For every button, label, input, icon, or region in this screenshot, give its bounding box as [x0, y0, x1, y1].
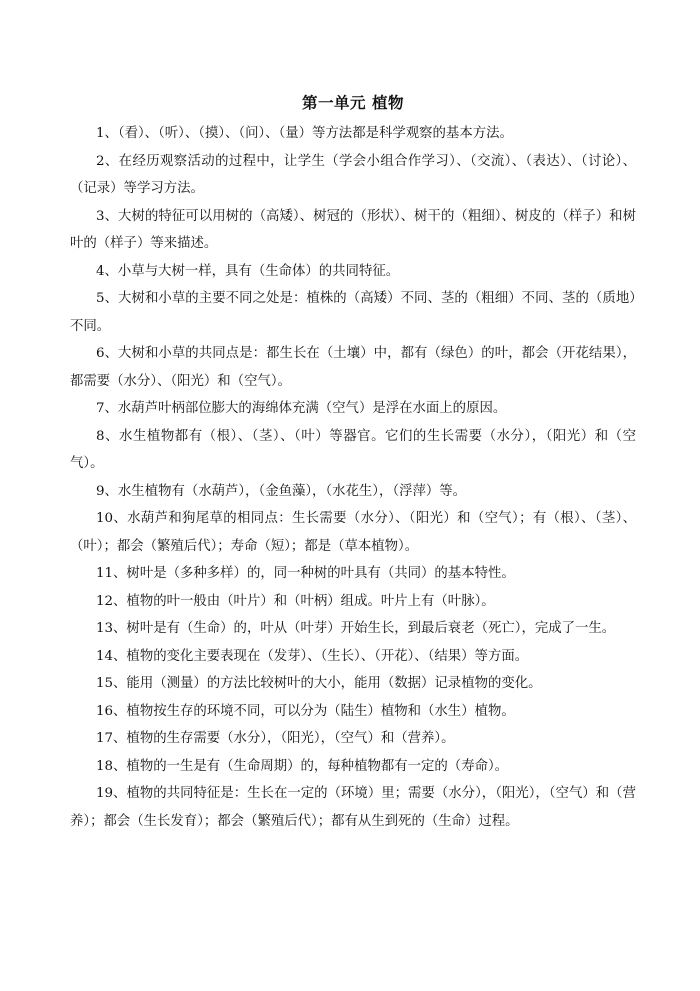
list-item-7: 7、水葫芦叶柄部位膨大的海绵体充满（空气）是浮在水面上的原因。 — [96, 401, 507, 416]
list-item-8: 8、水生植物都有（根）、（茎）、（叶）等器官。它们的生长需要（水分），（阳光）和（空气）。 — [70, 428, 636, 471]
list-item-18: 18、植物的一生是有（生命周期）的，每种植物都有一定的（寿命）。 — [96, 758, 509, 774]
list-item-11: 11、树叶是（多种多样）的，同一种树的叶具有（共同）的基本特性。 — [96, 566, 515, 581]
list-item-19: 19、植物的共同特征是：生长在一定的（环境）里；需要（水分），（阳光），（空气）和（营养）；都会（生长发育）；都会（繁殖后代）；都有从生到死的（生命）过程。 — [70, 786, 636, 829]
list-item-17: 17、植物的生存需要（水分），（阳光），（空气）和（营养）。 — [96, 731, 455, 746]
list-item-1: 1、（看）、（听）、（摸）、（问）、（量）等方法都是科学观察的基本方法。 — [96, 126, 513, 141]
page-title: 第一单元 植物 — [302, 93, 404, 112]
list-item-4: 4、小草与大树一样，具有（生命体）的共同特征。 — [96, 263, 400, 279]
list-item-12: 12、植物的叶一般由（叶片）和（叶柄）组成。叶片上有（叶脉）。 — [96, 593, 495, 609]
list-item-10: 10、水葫芦和狗尾草的相同点：生长需要（水分）、（阳光）和（空气）；有（根）、（茎）、（叶）；都会（繁殖后代）；寿命（短）；都是（草本植物）。 — [70, 511, 636, 554]
list-item-14: 14、植物的变化主要表现在（发芽）、（生长）、（开花）、（结果）等方面。 — [96, 648, 529, 664]
list-item-5: 5、大树和小草的主要不同之处是：植株的（高矮）不同、茎的（粗细）不同、茎的（质地）不同。 — [70, 291, 636, 334]
list-item-15: 15、能用（测量）的方法比较树叶的大小，能用（数据）记录植物的变化。 — [96, 676, 542, 691]
list-item-3: 3、大树的特征可以用树的（高矮）、树冠的（形状）、树干的（粗细）、树皮的（样子）和树叶的（样子）等来描述。 — [70, 208, 636, 251]
document-page — [70, 92, 636, 835]
list-item-13: 13、树叶是有（生命）的，叶从（叶芽）开始生长，到最后衰老（死亡），完成了一生。 — [96, 621, 616, 636]
list-item-6: 6、大树和小草的共同点是：都生长在（土壤）中，都有（绿色）的叶，都会（开花结果），都需要（水分）、（阳光）和（空气）。 — [70, 346, 636, 389]
list-item-9: 9、水生植物有（水葫芦），（金鱼藻），（水花生），（浮萍）等。 — [96, 483, 467, 499]
list-item-16: 16、植物按生存的环境不同，可以分为（陆生）植物和（水生）植物。 — [96, 703, 515, 719]
list-item-2: 2、在经历观察活动的过程中，让学生（学会小组合作学习）、（交流）、（表达）、（讨论）、（记录）等学习方法。 — [70, 153, 636, 196]
